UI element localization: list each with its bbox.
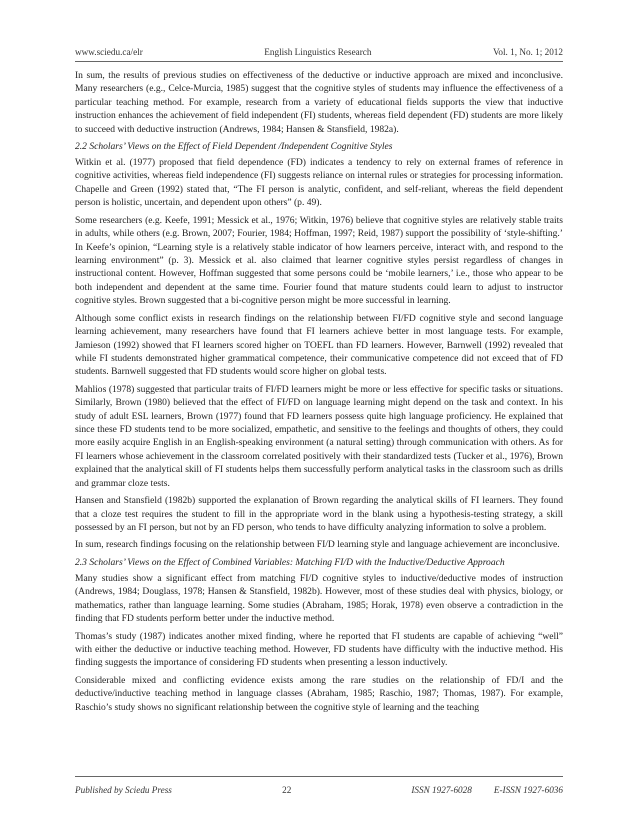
article-body xyxy=(75,69,563,718)
paragraph: Considerable mixed and conflicting evidence exists among the rare studies on the relationship of FD/I and the deductive/inductive teaching method in language classes (Abraham, 1985; Raschio, 1987; Thomas, 1987). For example, Raschio’s study shows no significant relationship between the cognitive style of learning and the teaching xyxy=(75,674,563,713)
paragraph: Mahlios (1978) suggested that particular traits of FI/FD learners might be more or less effective for specific tasks or situations. Similarly, Brown (1980) believed that the effect of FI/FD on language learning might depend on the task and context. In his study of adult ESL learners, Brown (1977) found that FD learners possess quite high language proficiency. He explained that since these FD students tend to be more socialized, empathetic, and sensitive to the feelings and thoughts of others, they could more easily acquire English in an English-speaking environment (a natural setting) through communication with others. As for FI learners whose achievement in the classroom correlated positively with their standardized tests (Tucker et al., 1976), Brown explained that the analytical skill of FI students helps them successfully perform analytical tasks in the classroom such as drills and grammar cloze tests. xyxy=(75,383,563,489)
paragraph: Hansen and Stansfield (1982b) supported the explanation of Brown regarding the analytical skills of FI learners. They found that a cloze test requires the student to fill in the appropriate word in the blank using a hypothesis-testing strategy, a skill possessed by an FI person, but not by an FD person, who tends to have difficulty analyzing information to solve a problem. xyxy=(75,495,563,533)
paragraph: Although some conflict exists in research findings on the relationship between FI/FD cognitive style and second language learning achievement, many researchers have found that FI learners achieve better in most language tests. For example, Jamieson (1992) showed that FI learners scored higher on TOEFL than FD learners. However, Barnwell (1992) revealed that while FI students demonstrated higher grammatical competence, their communicative competence did not exceed that of FD students. Barnwell suggested that FD students would score higher on global tests. xyxy=(75,312,563,378)
issn: ISSN 1927-6028 xyxy=(411,785,472,795)
running-header xyxy=(75,47,563,57)
section-heading-2-2: 2.2 Scholars’ Views on the Effect of Field Dependent /Independent Cognitive Styles xyxy=(75,141,393,153)
header-divider xyxy=(75,61,563,62)
footer-divider xyxy=(75,776,563,777)
eissn: E-ISSN 1927-6036 xyxy=(493,785,563,795)
paragraph: In sum, research findings focusing on the relationship between FI/D learning style and language achievement are inconclusive. xyxy=(75,539,560,551)
publisher-name: Published by Sciedu Press xyxy=(75,785,172,795)
paragraph: In sum, the results of previous studies on effectiveness of the deductive or inductive approach are mixed and inconclusive. Many researchers (e.g., Celce-Murcia, 1985) suggest that the cognitive styles of students may influence the effectiveness of a particular teaching method. For example, research from a variety of educational fields supports the view that inductive instruction enhances the achievement of field independent (FI) students, whereas field dependent (FD) students are more likely to succeed with deductive instruction (Andrews, 1984; Hansen & Stansfield, 1982a). xyxy=(75,70,563,135)
running-footer xyxy=(75,785,563,795)
paragraph: Thomas’s study (1987) indicates another mixed finding, where he reported that FI students are capable of achieving “well” with either the deductive or inductive teaching method. However, FD students have difficulty with the inductive method. His finding suggests the importance of considering FD students when presenting a lesson inductively. xyxy=(75,630,563,669)
paragraph: Witkin et al. (1977) proposed that field dependence (FD) indicates a tendency to rely on external frames of reference in cognitive activities, whereas field independence (FI) suggests reliance on internal rules or strategies for processing information. Chapelle and Green (1992) stated that, “The FI person is analytic, confident, and self-reliant, whereas the field dependent person is holistic, uncertain, and dependent upon others” (p. 49). xyxy=(75,157,563,209)
journal-url[interactable]: www.sciedu.ca/elr xyxy=(75,47,143,57)
paragraph: Some researchers (e.g. Keefe, 1991; Messick et al., 1976; Witkin, 1976) believe that cognitive styles are relatively stable traits in adults, while others (e.g. Brown, 2007; Fourier, 1984; Hoffman, 1997; Reid, 1987) support the possibility of ‘style-shifting.’ In Keefe’s opinion, “Learning style is a relatively stable indicator of how learners perceive, interact with, and respond to the learning environment” (p. 3). Messick et al. also claimed that learner cognitive styles persist regardless of changes in instructional content. However, Hoffman suggested that some persons could be ‘mobile learners,’ i.e., those who appear to be both independent and dependent at the same time. Fourier found that mature students could learn to adjust to instructor cognitive styles. Brown suggested that a bi-cognitive person might be more successful in learning. xyxy=(75,214,563,307)
page-number: 22 xyxy=(282,785,292,795)
section-heading-2-3: 2.3 Scholars’ Views on the Effect of Combined Variables: Matching FI/D with the Inductive/Deductive Approach xyxy=(75,556,505,568)
volume-info: Vol. 1, No. 1; 2012 xyxy=(492,47,563,57)
journal-title: English Linguistics Research xyxy=(264,47,372,57)
paragraph: Many studies show a significant effect from matching FI/D cognitive styles to inductive/deductive modes of instruction (Andrews, 1984; Douglass, 1978; Hansen & Stansfield, 1982b). However, most of these studies deal with physics, biology, or mathematics, rather than language learning. Some studies (Abraham, 1985; Horak, 1978) even observe a contradiction in the finding that FD students perform better under the inductive method. xyxy=(75,572,563,625)
